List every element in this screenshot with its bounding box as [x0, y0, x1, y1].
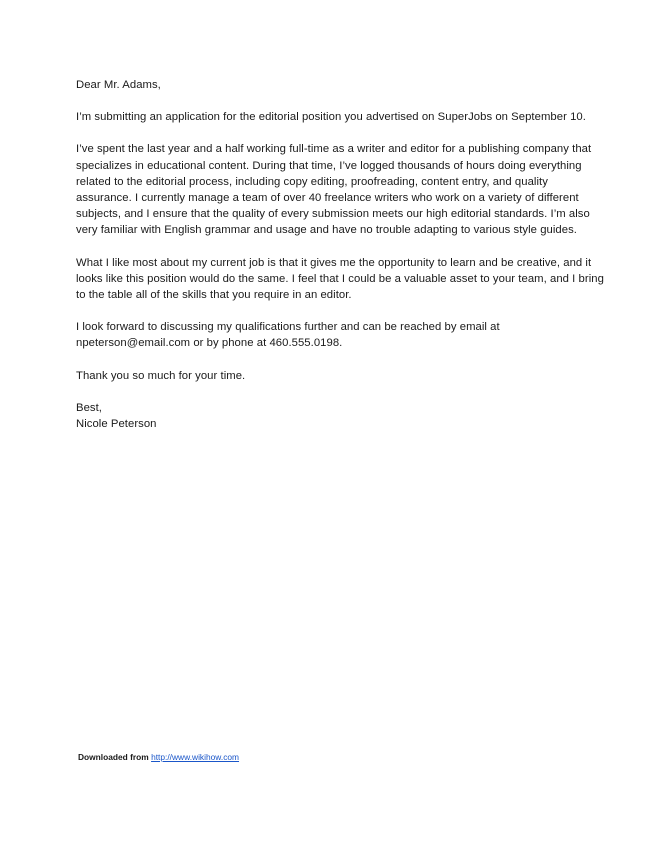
paragraph-motivation: What I like most about my current job is that it gives me the opportunity to learn and be creative, and it looks like this position would do the same. I feel that I could be a valuable asset to your team, and I bring to the table all of the skills that you require in an editor. [76, 256, 604, 302]
closing: Best, [76, 401, 102, 414]
closing-block [76, 400, 604, 432]
paragraph-thanks: Thank you so much for your time. [76, 369, 246, 382]
paragraph-experience: I’ve spent the last year and a half working full-time as a writer and editor for a publishing company that specializes in educational content. During that time, I’ve logged thousands of hours doing everything related to the editorial process, including copy editing, proofreading, content entry, and quality assurance. I currently manage a team of over 40 freelance writers who work on a variety of different subjects, and I ensure that the quality of every submission meets our high editorial standards. I’m also very familiar with English grammar and usage and have no trouble adapting to various style guides. [76, 143, 592, 237]
salutation: Dear Mr. Adams, [76, 79, 161, 91]
cover-letter-body [76, 77, 604, 432]
wikihow-link[interactable]: http://www.wikihow.com [151, 752, 240, 762]
paragraph-contact: I look forward to discussing my qualifications further and can be reached by email at npeterson@email.com or by phone at 460.555.0198. [76, 321, 500, 350]
signature-name: Nicole Peterson [76, 418, 157, 431]
footer-prefix: Downloaded from [78, 752, 152, 762]
download-footer [78, 752, 239, 762]
paragraph-application: I’m submitting an application for the editorial position you advertised on SuperJobs on September 10. [76, 111, 586, 124]
